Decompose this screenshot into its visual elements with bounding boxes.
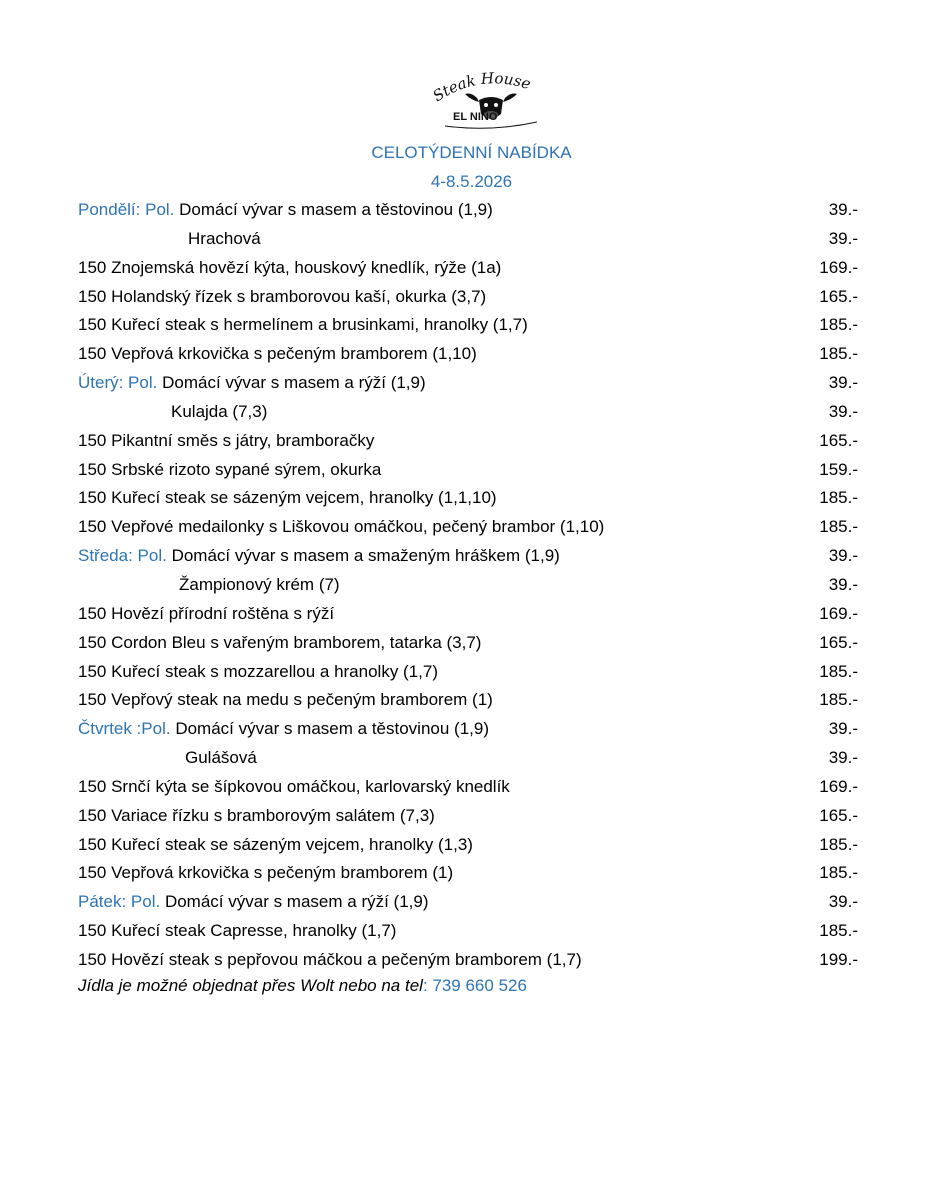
- menu-item-dish: [78, 773, 510, 802]
- menu-item-dish: [78, 686, 493, 715]
- menu-item-dish: [185, 744, 257, 773]
- menu-item-price: 39.-: [828, 228, 858, 248]
- menu-item: [78, 542, 858, 571]
- menu-item-text: 150 Vepřová krkovička s pečeným bramborem (1): [78, 863, 454, 883]
- menu-item-text: 150 Holandský řízek s bramborovou kaší, okurka (3,7): [78, 286, 487, 306]
- menu-item: [78, 513, 858, 542]
- menu-item: [78, 369, 858, 398]
- menu-item-dish: [78, 715, 489, 744]
- menu-item-price: 165.-: [819, 632, 858, 652]
- menu-item-price: 185.-: [819, 517, 858, 537]
- menu-item-dish: [78, 283, 486, 312]
- menu-item-text: Domácí vývar s masem a těstovinou (1,9): [179, 200, 493, 219]
- menu-item-text: Domácí vývar s masem a těstovinou (1,9): [175, 719, 489, 739]
- menu-item-price: 185.-: [819, 921, 858, 941]
- menu-item-price: 39.-: [828, 719, 858, 739]
- menu-item: [78, 744, 858, 773]
- menu-list: [78, 196, 858, 975]
- menu-item-dish: [78, 196, 493, 225]
- menu-item: [78, 946, 858, 975]
- phone-number[interactable]: 739 660 526: [432, 976, 527, 995]
- menu-date: 4-8.5.2026: [430, 172, 513, 191]
- menu-item-price: 165.-: [819, 805, 858, 825]
- menu-item: [78, 888, 858, 917]
- menu-item-dish: [78, 831, 473, 860]
- menu-item-text: 150 Kuřecí steak se sázeným vejcem, hranolky (1,1,10): [78, 488, 497, 508]
- menu-item-price: 185.-: [819, 488, 858, 508]
- menu-day-label: Pondělí: Pol.: [78, 200, 175, 219]
- menu-item-text: 150 Variace řízku s bramborovým salátem (7,3): [78, 805, 435, 825]
- menu-day-label: Čtvrtek :Pol.: [78, 719, 171, 739]
- menu-item: [78, 456, 858, 485]
- menu-item: [78, 600, 858, 629]
- menu-item-price: 39.-: [828, 574, 858, 594]
- menu-item: [78, 283, 858, 312]
- page-title: CELOTÝDENNÍ NABÍDKA: [371, 143, 572, 162]
- menu-item: [78, 831, 858, 860]
- menu-item-price: 165.-: [819, 430, 858, 450]
- menu-item-text: Domácí vývar s masem a smaženým hráškem (1,9): [171, 546, 560, 566]
- menu-item-price: 159.-: [819, 459, 858, 479]
- menu-item-text: 150 Vepřová krkovička s pečeným bramborem (1,10): [78, 344, 477, 364]
- menu-item: [78, 484, 858, 513]
- menu-item-dish: [78, 340, 477, 369]
- menu-item-dish: [78, 946, 582, 975]
- menu-item-text: 150 Kuřecí steak Capresse, hranolky (1,7): [78, 921, 397, 941]
- menu-item-price: 185.-: [819, 661, 858, 681]
- menu-item: [78, 658, 858, 687]
- menu-item-text: 150 Hovězí steak s pepřovou máčkou a pečeným bramborem (1,7): [78, 949, 582, 969]
- menu-item: [78, 340, 858, 369]
- menu-item-price: 185.-: [819, 344, 858, 364]
- menu-item-text: 150 Kuřecí steak s mozzarellou a hranolky (1,7): [78, 661, 439, 681]
- menu-item: [78, 629, 858, 658]
- menu-item: [78, 196, 858, 225]
- menu-item: [78, 859, 858, 888]
- menu-item-text: 150 Srbské rizoto sypané sýrem, okurka: [78, 459, 382, 479]
- menu-item-price: 169.-: [819, 257, 858, 277]
- menu-item-dish: [78, 484, 497, 513]
- menu-item-price: 169.-: [819, 776, 858, 796]
- menu-item: [78, 311, 858, 340]
- menu-item-text: 150 Hovězí přírodní roštěna s rýží: [78, 603, 335, 623]
- menu-item-dish: [179, 571, 340, 600]
- menu-item-dish: [78, 427, 374, 456]
- menu-item-price: 39.-: [828, 546, 858, 566]
- order-note: [78, 976, 527, 996]
- menu-item-text: 150 Kuřecí steak s hermelínem a brusinkami, hranolky (1,7): [78, 315, 528, 335]
- menu-item: [78, 802, 858, 831]
- menu-item: [78, 427, 858, 456]
- menu-item-price: 39.-: [828, 200, 858, 219]
- menu-item-price: 185.-: [819, 863, 858, 883]
- menu-item-price: 185.-: [819, 315, 858, 335]
- menu-item-price: 39.-: [828, 373, 858, 393]
- menu-item: [78, 398, 858, 427]
- menu-item-dish: [78, 542, 560, 571]
- menu-item: [78, 917, 858, 946]
- menu-item-text: 150 Cordon Bleu s vařeným bramborem, tatarka (3,7): [78, 632, 482, 652]
- order-note-separator: :: [422, 976, 433, 995]
- menu-item-text: Domácí vývar s masem a rýží (1,9): [162, 373, 426, 393]
- logo-line1: Steak House: [429, 70, 533, 106]
- menu-item-price: 39.-: [828, 748, 858, 768]
- menu-item-text: 150 Srnčí kýta se šípkovou omáčkou, karlovarský knedlík: [78, 776, 510, 796]
- menu-item: [78, 254, 858, 283]
- menu-item: [78, 571, 858, 600]
- menu-item-dish: [171, 398, 267, 427]
- menu-item-dish: [78, 629, 481, 658]
- menu-item-text: Domácí vývar s masem a rýží (1,9): [164, 892, 429, 912]
- menu-item-text: Hrachová: [188, 228, 261, 248]
- menu-item-dish: [78, 888, 429, 917]
- menu-item-price: 185.-: [819, 690, 858, 710]
- menu-item-text: 150 Vepřové medailonky s Liškovou omáčkou, pečený brambor (1,10): [78, 517, 605, 537]
- menu-item: [78, 686, 858, 715]
- menu-day-label: Pátek: Pol.: [78, 892, 161, 912]
- menu-item: [78, 773, 858, 802]
- menu-item-price: 39.-: [828, 401, 858, 421]
- order-note-text: Jídla je možné objednat přes Wolt nebo na tel: [78, 976, 423, 995]
- menu-item-text: 150 Vepřový steak na medu s pečeným bramborem (1): [78, 690, 493, 710]
- menu-item-dish: [78, 513, 604, 542]
- menu-item-dish: [78, 369, 426, 398]
- menu-item-text: Gulášová: [185, 748, 257, 768]
- menu-item-dish: [78, 600, 334, 629]
- menu-item-dish: [78, 456, 381, 485]
- menu-item: [78, 225, 858, 254]
- menu-item-dish: [78, 859, 453, 888]
- menu-day-label: Úterý: Pol.: [78, 373, 158, 393]
- menu-item-price: 199.-: [819, 949, 858, 969]
- menu-item-text: Žampionový krém (7): [179, 574, 340, 594]
- menu-item-text: Kulajda (7,3): [171, 401, 268, 421]
- menu-item-dish: [78, 917, 396, 946]
- logo-line2: EL NIÑO: [453, 111, 498, 123]
- menu-item-price: 165.-: [819, 286, 858, 306]
- menu-item-dish: [78, 311, 528, 340]
- menu-item-text: 150 Znojemská hovězí kýta, houskový knedlík, rýže (1a): [78, 257, 502, 277]
- menu-item-price: 39.-: [828, 892, 858, 912]
- menu-item: [78, 715, 858, 744]
- menu-item-text: 150 Pikantní směs s játry, bramboračky: [78, 430, 375, 450]
- menu-item-dish: [188, 225, 261, 254]
- menu-item-price: 185.-: [819, 834, 858, 854]
- menu-item-price: 169.-: [819, 603, 858, 623]
- menu-day-label: Středa: Pol.: [78, 546, 167, 566]
- menu-item-dish: [78, 658, 438, 687]
- menu-item-text: 150 Kuřecí steak se sázeným vejcem, hranolky (1,3): [78, 834, 473, 854]
- steak-house-logo: [425, 70, 555, 132]
- menu-item-dish: [78, 254, 501, 283]
- menu-item-dish: [78, 802, 435, 831]
